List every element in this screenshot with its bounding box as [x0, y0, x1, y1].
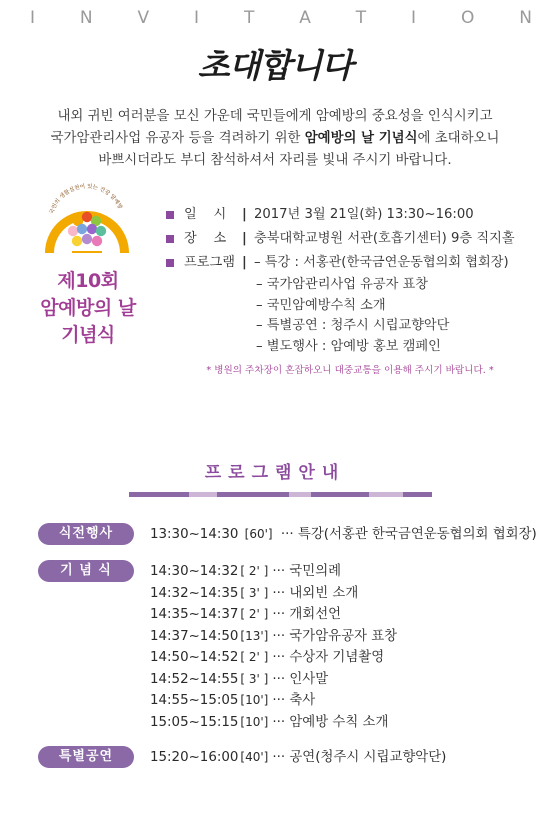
heading-letter: I [30, 8, 36, 28]
intro-line [20, 128, 530, 150]
intro-line-part: 국가암관리사업 유공자 등을 격려하기 위한 [50, 131, 305, 146]
program-row [166, 251, 536, 275]
parking-notice: * 병원의 주차장이 혼잡하오니 대중교통을 이용해 주시기 바랍니다. * [206, 365, 494, 376]
emblem-dot [68, 226, 78, 236]
heading-letter: A [299, 8, 311, 28]
bullet-square-icon [166, 211, 174, 219]
schedule-desc: ··· 개회선언 [272, 607, 342, 622]
program-item: – 국민암예방수칙 소개 [256, 297, 386, 313]
schedule-time: 14:52~14:55 [150, 671, 239, 687]
schedule-time: 14:30~14:32 [150, 564, 239, 579]
schedule-time: 14:32~14:35 [150, 585, 239, 601]
heading-letter: I [194, 8, 200, 28]
schedule-row [150, 582, 397, 604]
schedule-rows [150, 746, 446, 768]
schedule-duration: [40'] [240, 750, 269, 764]
program-label: 프로그램 [184, 255, 235, 270]
schedule-desc: ··· 특강(서홍관 한국금연운동협의회 협회장) [280, 527, 537, 542]
emblem-dot [82, 234, 92, 244]
emblem-dot [92, 236, 102, 246]
program-item: – 특강 : 서홍관(한국금연운동협의회 협회장) [254, 255, 509, 270]
section-divider [129, 492, 432, 497]
section-label-pill: 식전행사 [38, 523, 134, 545]
intro-event-emphasis: 암예방의 날 기념식 [304, 131, 418, 146]
schedule-desc: ··· 내외빈 소개 [272, 585, 359, 601]
schedule-row [150, 625, 397, 647]
schedule-time: 14:55~15:05 [150, 693, 239, 708]
schedule-row [150, 603, 397, 625]
section-label-pill: 기 념 식 [38, 560, 134, 582]
program-list [256, 275, 536, 357]
bullet-square-icon [166, 259, 174, 267]
script-title: 초대합니다 [197, 46, 353, 85]
schedule-row [150, 746, 446, 768]
schedule-row [150, 711, 397, 733]
schedule-time: 15:05~15:15 [150, 714, 239, 730]
heading-letter: T [355, 8, 367, 28]
date-label: 일 시 [184, 207, 227, 222]
intro-text [20, 106, 530, 172]
schedule-time: 14:35~14:37 [150, 607, 239, 622]
program-item: – 국가암관리사업 유공자 표창 [256, 277, 429, 292]
schedule-row [150, 689, 397, 711]
schedule-rows [150, 560, 397, 732]
schedule-desc: ··· 암예방 수칙 소개 [272, 714, 389, 730]
event-name-line: 제10회 [57, 270, 119, 292]
bullet-square-icon [166, 235, 174, 243]
section-label-pill: 특별공연 [38, 746, 134, 768]
program-item: – 특별공연 : 청주시 시립교향악단 [256, 318, 450, 333]
schedule-row [150, 668, 397, 690]
heading-letter: N [79, 8, 93, 28]
event-name [18, 268, 158, 349]
place-row [166, 227, 536, 251]
event-name-line: 암예방의 날 [40, 297, 136, 319]
schedule-desc: ··· 수상자 기념촬영 [272, 650, 385, 665]
schedule-duration: [ 2' ] [240, 607, 269, 621]
schedule-time: 15:20~16:00 [150, 750, 239, 765]
emblem-dot [96, 226, 106, 236]
schedule-duration: [13'] [240, 628, 269, 643]
event-details [166, 203, 536, 357]
schedule-desc: ··· 국가암유공자 표창 [272, 628, 398, 644]
schedule-desc: ··· 인사말 [272, 671, 329, 687]
schedule-duration: [ 3' ] [240, 585, 269, 600]
svg-text:국민의 생활실천이 있는 건강 암예방 [47, 183, 125, 215]
schedule-time: 14:37~14:50 [150, 628, 239, 644]
schedule-rows [150, 523, 537, 545]
schedule-duration: [10'] [240, 693, 269, 707]
schedule-duration: [ 2' ] [240, 564, 269, 578]
schedule-desc: ··· 공연(청주시 시립교향악단) [272, 750, 447, 765]
emblem-dot [77, 224, 87, 234]
emblem-dot [82, 212, 92, 222]
place-label: 장 소 [184, 231, 227, 246]
separator-bar: | [242, 255, 247, 270]
schedule-row [150, 646, 397, 668]
separator-bar: | [242, 207, 247, 222]
heading-letter: V [137, 8, 150, 28]
schedule-duration: [ 3' ] [240, 671, 269, 686]
program-guide-title: 프로그램안내 [204, 463, 346, 483]
heading-letter: O [460, 8, 475, 28]
separator-bar: | [242, 231, 247, 246]
program-item: – 별도행사 : 암예방 홍보 캠페인 [256, 338, 441, 354]
schedule-row [150, 560, 397, 582]
emblem-dot [72, 236, 82, 246]
emblem-dot [87, 224, 97, 234]
cancer-prevention-emblem-icon [42, 183, 132, 263]
intro-line: 내외 귀빈 여러분을 모신 가운데 국민들에게 암예방의 중요성을 인식시키고 [57, 109, 493, 124]
place-value: 충북대학교병원 서관(호흡기센터) 9층 직지홀 [254, 231, 515, 246]
intro-line: 바쁘시더라도 부디 참석하셔서 자리를 빛내 주시기 바랍니다. [98, 153, 452, 168]
schedule-duration: [60'] [244, 527, 273, 541]
date-value: 2017년 3월 21일(화) 13:30~16:00 [254, 207, 474, 222]
intro-line-part: 에 초대하오니 [417, 131, 500, 146]
event-name-line: 기념식 [61, 324, 115, 346]
invitation-heading [0, 8, 550, 28]
date-row [166, 203, 536, 227]
schedule-row [150, 523, 537, 545]
schedule-duration: [10'] [240, 714, 269, 729]
heading-letter: T [243, 8, 255, 28]
schedule-duration: [ 2' ] [240, 650, 269, 664]
schedule-time: 14:50~14:52 [150, 650, 239, 665]
heading-letter: I [411, 8, 417, 28]
schedule-desc: ··· 축사 [272, 693, 316, 708]
emblem-ring-text: 국민의 생활실천이 있는 건강 암예방 [49, 183, 123, 215]
heading-letter: N [519, 8, 532, 28]
schedule-desc: ··· 국민의례 [272, 564, 342, 579]
schedule-time: 13:30~14:30 [150, 527, 239, 542]
